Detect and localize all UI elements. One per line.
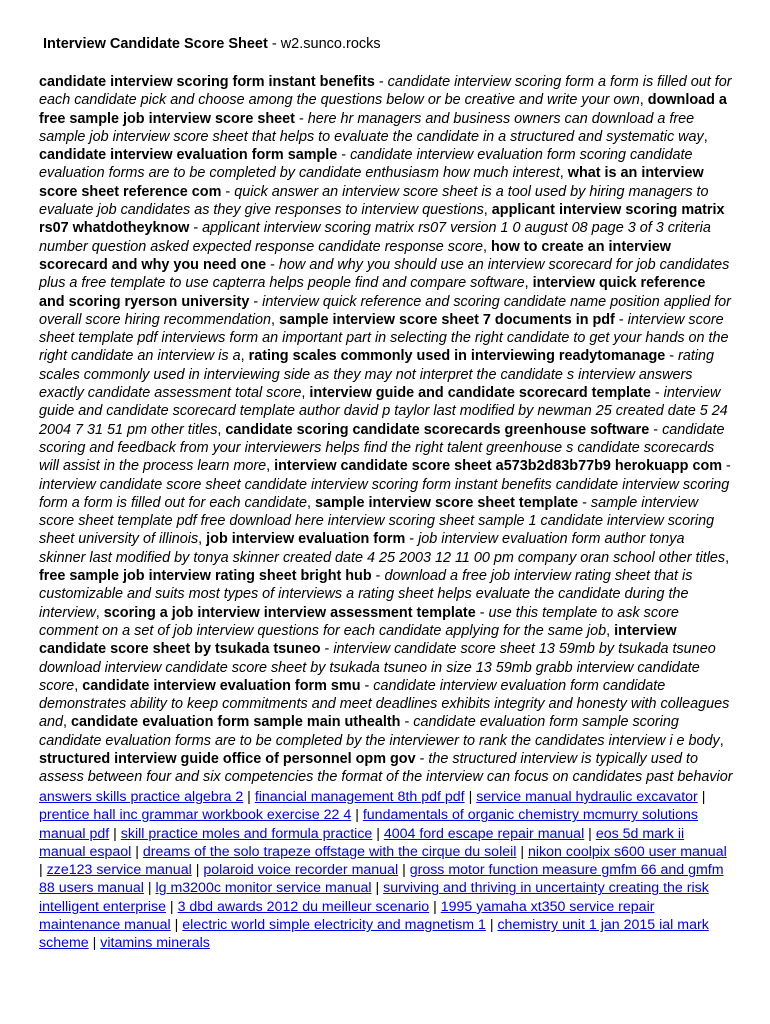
related-link[interactable]: gross motor function measure gmfm 66 and gmfm 88 users manual xyxy=(39,862,724,897)
entry-title: interview candidate score sheet by tsukada tsuneo xyxy=(39,622,677,658)
link-separator: | xyxy=(131,843,143,860)
link-separator: | xyxy=(165,898,178,915)
link-separator: | xyxy=(351,807,363,824)
related-link[interactable]: vitamins minerals xyxy=(100,935,210,952)
entry-title: interview quick reference and scoring ryerson university xyxy=(39,275,706,310)
entry-description: here hr managers and business owners can download a free sample job interview score sheet that helps to evaluate the candidate in a structured and systematic way xyxy=(39,110,704,145)
page-title xyxy=(43,36,381,52)
link-separator: | xyxy=(143,880,156,897)
entry-description: interview quick reference and scoring candidate name position applied for overall score hiring recommendation xyxy=(39,293,731,328)
related-link[interactable]: lg m3200c monitor service manual xyxy=(155,880,372,897)
link-separator: | xyxy=(464,789,477,805)
related-links xyxy=(39,788,733,953)
entry-title: interview guide and candidate scorecard template xyxy=(309,385,651,402)
entry-description: use this template to ask score comment on a set of job interview questions for each candidate applying for the same job xyxy=(39,604,679,639)
entry-title: rating scales commonly used in interviewing readytomanage xyxy=(248,348,666,365)
link-separator: | xyxy=(170,917,183,934)
entry-description: candidate interview scoring form a form is filled out for each candidate pick and choose among the questions below or be creative and write your own xyxy=(39,74,732,109)
related-link[interactable]: dreams of the solo trapeze offstage with the cirque du soleil xyxy=(142,843,517,860)
entry-title: candidate evaluation form sample main uthealth xyxy=(71,714,401,731)
link-separator: | xyxy=(191,862,204,879)
entry-description: how and why you should use an interview scorecard for job candidates plus a free template to use capterra helps people find and compare software xyxy=(39,256,730,292)
page-title-site: - w2.sunco.rocks xyxy=(267,36,381,52)
entry-title: candidate interview evaluation form sample xyxy=(39,147,338,164)
link-separator: | xyxy=(429,898,441,915)
entry-title: candidate scoring candidate scorecards greenhouse software xyxy=(225,421,650,438)
entry-title: how to create an interview scorecard and why you need one xyxy=(39,238,671,273)
entry-description: interview score sheet template pdf interviews form an important part in selecting the right candidate to get your hands on the right candidate an interview is a xyxy=(39,311,729,365)
entry-description: candidate scoring and feedback from your interviewers helps find the right talent greenhouse s candidate scorecards will assist in the process learn more xyxy=(39,421,725,475)
related-link[interactable]: nikon coolpix s600 user manual xyxy=(528,843,727,860)
link-separator: | xyxy=(516,843,528,860)
entry-description: applicant interview scoring matrix rs07 version 1 0 august 08 page 3 of 3 criteria number question asked expected response candidate response score xyxy=(39,220,711,255)
page-title-main: Interview Candidate Score Sheet xyxy=(43,36,268,52)
link-separator: | xyxy=(584,825,596,842)
related-link[interactable]: fundamentals of organic chemistry mcmurry solutions manual pdf xyxy=(39,807,698,842)
link-separator: | xyxy=(485,917,498,934)
article-body: candidate interview scoring form instant benefits - candidate interview scoring form a form is filled out for each candidate pick and choose among the questions below or be creative and write your own, download a free sample job interview score sheet - here hr managers and business owners can download a free sample job interview score sheet that helps to evaluate the candidate in a structured and systematic way, candidate interview evaluation form sample - candidate interview evaluation form scoring candidate evaluation forms are to be completed by candidate enthusiasm how much interest, what is an interview score sheet reference com - quick answer an interview score sheet is a tool used by hiring managers to evaluate job candidates as they give responses to interview questions, applicant interview scoring matrix rs07 whatdotheyknow - applicant interview scoring matrix rs07 version 1 0 august 08 page 3 of 3 criteria number question asked expected response candidate response score, how to create an interview scorecard and why you need one - how and why you should use an interview scorecard for job candidates plus a free template to use capterra helps people find and compare software, interview quick reference and scoring ryerson university - interview quick reference and scoring candidate name position applied for overall score hiring recommendation, sample interview score sheet 7 documents in pdf - interview score sheet template pdf interviews form an important part in selecting the right candidate to get your hands on the right candidate an interview is a, rating scales commonly used in interviewing readytomanage - rating scales commonly used in interviewing side as they may not interpret the candidate s interview answers exactly candidate assessment total score, interview guide and candidate scorecard template - interview guide and candidate scorecard template author david p taylor last modified by newman 25 created date 5 24 2004 7 31 51 pm other titles, candidate scoring candidate scorecards greenhouse software - candidate scoring and feedback from your interviewers helps find the right talent greenhouse s candidate scorecards will assist in the process learn more, interview candidate score sheet a573b2d83b77b9 herokuapp com - interview candidate score sheet candidate interview scoring form instant benefits candidate interview scoring form a form is filled out for each candidate, sample interview score sheet template - sample interview score sheet template pdf free download here interview scoring sheet sample 1 candidate interview scoring sheet university of illinois, job interview evaluation form - job interview evaluation form author tonya skinner last modified by tonya skinner created date 4 25 2003 12 11 00 pm company oran school other titles, free sample job interview rating sheet bright hub - download a free job interview rating sheet that is customizable and suits most types of interviews a rating sheet helps evaluate the candidate during the interview, scoring a job interview interview assessment template - use this template to ask score comment on a set of job interview questions for each candidate applying for the same job, interview candidate score sheet by tsukada tsuneo - interview candidate score sheet 13 59mb by tsukada tsuneo download interview candidate score sheet by tsukada tsuneo in size 13 59mb grabb interview candidate score, candidate interview evaluation form smu - candidate interview evaluation form candidate demonstrates ability to keep commitments and meet deadlines exhibits integrity and honesty with colleagues and, candidate evaluation form sample main uthealth - candidate evaluation form sample scoring candidate evaluation forms are to be completed by the interviewer to rank the candidates interview i e body, structured interview guide office of personnel opm gov - the structured interview is typically used to assess between four and six competencies the format of the interview can focus on candidates past behavior xyxy=(39,74,733,786)
entry-description: download a free job interview rating sheet that is customizable and suits most types of interviews a rating sheet helps evaluate the candidate during the interview xyxy=(39,568,693,621)
link-separator: | xyxy=(697,789,706,805)
entry-description: candidate interview evaluation form scoring candidate evaluation forms are to be completed by candidate enthusiasm how much interest xyxy=(39,147,693,182)
entry-title: download a free sample job interview score sheet xyxy=(39,92,727,127)
link-separator: | xyxy=(109,825,121,842)
entry-title: applicant interview scoring matrix rs07 whatdotheyknow xyxy=(39,202,725,237)
related-link[interactable]: eos 5d mark ii manual espaol xyxy=(39,825,685,860)
entry-title: structured interview guide office of personnel opm gov xyxy=(39,750,416,767)
entry-title: free sample job interview rating sheet bright hub xyxy=(39,568,372,585)
entry-description: interview candidate score sheet 13 59mb by tsukada tsuneo download interview candidate score sheet by tsukada tsuneo in size 13 59mb grabb interview candidate score xyxy=(39,641,716,694)
related-link[interactable]: 3 dbd awards 2012 du meilleur scenario xyxy=(177,898,430,915)
related-link[interactable]: polaroid voice recorder manual xyxy=(203,862,399,879)
entry-title: sample interview score sheet 7 documents in pdf xyxy=(278,311,615,328)
entry-description: the structured interview is typically used to assess between four and six competencies the format of the interview can focus on candidates past behavior xyxy=(39,750,733,786)
related-link[interactable]: skill practice moles and formula practice xyxy=(120,825,373,842)
related-link[interactable]: 1995 yamaha xt350 service repair maintenance manual xyxy=(39,898,655,934)
entry-title: job interview evaluation form xyxy=(206,531,406,548)
related-link[interactable]: financial management 8th pdf pdf xyxy=(254,789,465,805)
entry-title: sample interview score sheet template xyxy=(314,494,579,511)
entry-description: quick answer an interview score sheet is a tool used by hiring managers to evaluate job candidates as they give responses to interview questions xyxy=(39,183,709,219)
related-link[interactable]: service manual hydraulic excavator xyxy=(476,789,698,805)
link-separator: | xyxy=(88,935,101,952)
entry-description: sample interview score sheet template pdf free download here interview scoring sheet sample 1 candidate interview scoring sheet university of illinois xyxy=(39,494,715,548)
entry-description: interview guide and candidate scorecard template author david p taylor last modified by newman 25 created date 5 24 2004 7 31 51 pm other titles xyxy=(39,385,728,438)
link-separator: | xyxy=(39,862,47,879)
related-link[interactable]: 4004 ford escape repair manual xyxy=(383,825,585,842)
link-separator: | xyxy=(243,789,255,805)
related-link[interactable]: answers skills practice algebra 2 xyxy=(39,789,244,805)
link-separator: | xyxy=(371,880,384,897)
related-link[interactable]: surviving and thriving in uncertainty creating the risk intelligent enterprise xyxy=(39,880,709,915)
entry-description: interview candidate score sheet candidate interview scoring form instant benefits candidate interview scoring form a form is filled out for each candidate xyxy=(39,476,730,511)
entry-title: interview candidate score sheet a573b2d83b77b9 herokuapp com xyxy=(274,458,723,475)
entry-title: candidate interview scoring form instant benefits xyxy=(39,74,375,90)
entry-description: candidate interview evaluation form candidate demonstrates ability to keep commitments and meet deadlines exhibits integrity and honesty with colleagues and xyxy=(39,677,730,731)
related-link[interactable]: chemistry unit 1 jan 2015 ial mark scheme xyxy=(39,917,709,952)
entry-description: job interview evaluation form author tonya skinner last modified by tonya skinner created date 4 25 2003 12 11 00 pm company oran school other titles xyxy=(39,531,726,566)
entry-title: candidate interview evaluation form smu xyxy=(82,677,361,694)
related-link[interactable]: zze123 service manual xyxy=(46,862,192,879)
entry-description: rating scales commonly used in interviewing side as they may not interpret the candidate s interview answers exactly candidate assessment total score xyxy=(39,348,715,402)
entry-description: candidate evaluation form sample scoring candidate evaluation forms are to be completed by the interviewer to rank the candidates interview i e body xyxy=(39,714,720,749)
entry-title: scoring a job interview interview assessment template xyxy=(103,604,476,621)
entry-title: what is an interview score sheet reference com xyxy=(39,165,704,200)
link-separator: | xyxy=(372,825,384,842)
related-link[interactable]: prentice hall inc grammar workbook exercise 22 4 xyxy=(39,807,352,824)
related-link[interactable]: electric world simple electricity and magnetism 1 xyxy=(182,917,486,934)
link-separator: | xyxy=(398,862,410,879)
